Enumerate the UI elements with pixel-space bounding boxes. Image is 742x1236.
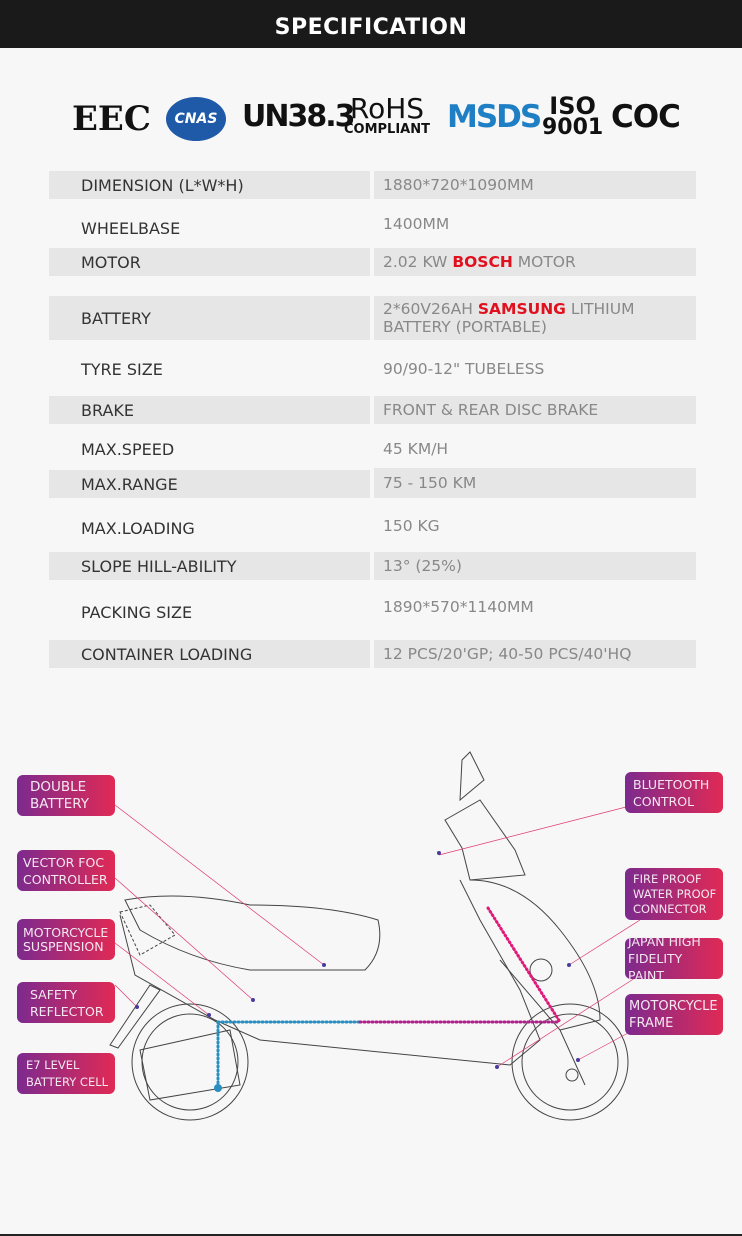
brand-samsung: SAMSUNG: [477, 300, 566, 318]
cnas-text: CNAS: [174, 111, 218, 127]
tag-text: REFLECTOR: [30, 1003, 104, 1019]
cnas-logo: [166, 97, 226, 141]
brand-bosch: BOSCH: [452, 253, 513, 271]
tag-text: MOTORCYCLE: [629, 998, 718, 1014]
feature-connector: [625, 868, 723, 920]
spec-label: CONTAINER LOADING: [49, 640, 370, 668]
tag-text: WATER PROOF: [633, 886, 717, 901]
tag-text: CONTROL: [633, 793, 695, 809]
table-row: [49, 435, 696, 463]
coc-logo: COC: [611, 99, 680, 135]
feature-paint: [625, 934, 723, 983]
tag-text: SAFETY: [30, 986, 78, 1002]
tag-text: BLUETOOTH: [633, 776, 710, 792]
feature-frame: [625, 994, 723, 1035]
feature-suspension: [17, 919, 115, 960]
table-row: [49, 296, 696, 340]
value-text: MOTOR: [512, 253, 576, 271]
value-text: 2.02 KW: [383, 253, 453, 271]
feature-bluetooth: [625, 772, 723, 813]
spec-value: 13° (25%): [374, 552, 696, 580]
spec-label: MOTOR: [49, 248, 370, 276]
table-row: [49, 514, 696, 542]
tag-text: FRAME: [629, 1015, 674, 1031]
iso-9001-text: 9001: [542, 115, 604, 140]
certification-logos: [70, 92, 680, 145]
spec-label: BRAKE: [49, 396, 370, 424]
value-text: 2*60V26AH: [383, 300, 478, 318]
tag-text: VECTOR FOC: [23, 854, 105, 870]
spec-value: 45 KM/H: [383, 440, 449, 458]
tag-text: BATTERY CELL: [26, 1074, 109, 1089]
spec-label: WHEELBASE: [81, 218, 181, 238]
value-text: LITHIUM BATTERY (PORTABLE): [383, 300, 635, 336]
iso-logo: [542, 92, 604, 140]
spec-value: FRONT & REAR DISC BRAKE: [374, 396, 696, 424]
spec-value: [374, 248, 696, 276]
un383-logo: UN38.3: [242, 99, 354, 134]
table-row: [49, 470, 696, 498]
spec-label: SLOPE HILL-ABILITY: [49, 552, 370, 580]
tag-text: FIDELITY PAINT: [628, 951, 683, 983]
table-row: [49, 214, 696, 242]
rohs-logo: [344, 92, 430, 137]
feature-double-battery: [17, 775, 115, 816]
spec-label: PACKING SIZE: [81, 602, 193, 622]
page-title: SPECIFICATION: [0, 0, 742, 48]
tag-text: E7 LEVEL: [26, 1057, 80, 1072]
msds-logo: MSDS: [447, 99, 541, 135]
tag-text: SUSPENSION: [23, 938, 104, 954]
spec-value: 1400MM: [383, 215, 450, 233]
tag-text: JAPAN HIGH: [628, 934, 701, 949]
spec-value: 75 - 150 KM: [374, 468, 696, 498]
feature-battery-cell: [17, 1053, 115, 1094]
spec-value: [374, 296, 696, 340]
spec-value: 12 PCS/20'GP; 40-50 PCS/40'HQ: [374, 640, 696, 668]
spec-label: BATTERY: [49, 296, 370, 340]
scooter-outline: [110, 752, 628, 1120]
table-row: [49, 171, 696, 199]
tag-text: DOUBLE: [30, 778, 87, 795]
table-row: [49, 355, 696, 383]
spec-label: MAX.SPEED: [81, 439, 175, 459]
table-row: [49, 396, 696, 424]
rohs-text: RoHS: [349, 92, 425, 125]
eec-logo: EEC: [72, 99, 151, 139]
table-row: [49, 640, 696, 668]
tag-text: FIRE PROOF: [633, 871, 702, 886]
table-row: [49, 598, 696, 626]
spec-label: DIMENSION (L*W*H): [49, 171, 370, 199]
tag-text: BATTERY: [30, 795, 89, 812]
spec-value: 1890*570*1140MM: [383, 598, 534, 616]
spec-value: 1880*720*1090MM: [374, 171, 696, 199]
feature-controller: [17, 850, 115, 891]
spec-label: TYRE SIZE: [81, 359, 163, 379]
rohs-compliant-text: COMPLIANT: [344, 122, 430, 137]
spec-label: MAX.LOADING: [81, 518, 195, 538]
table-row: [49, 552, 696, 580]
tag-text: CONNECTOR: [633, 901, 707, 916]
feature-reflector: [17, 982, 115, 1023]
tag-text: MOTORCYCLE: [23, 924, 109, 940]
tag-text: CONTROLLER: [23, 871, 108, 887]
spec-value: 90/90-12" TUBELESS: [383, 360, 545, 378]
wiring-lines: [218, 908, 560, 1088]
spec-label: MAX.RANGE: [49, 470, 370, 498]
callout-lines: [115, 805, 640, 1067]
iso-text: ISO: [549, 92, 596, 120]
spec-value: 150 KG: [383, 517, 440, 535]
table-row: [49, 248, 696, 276]
